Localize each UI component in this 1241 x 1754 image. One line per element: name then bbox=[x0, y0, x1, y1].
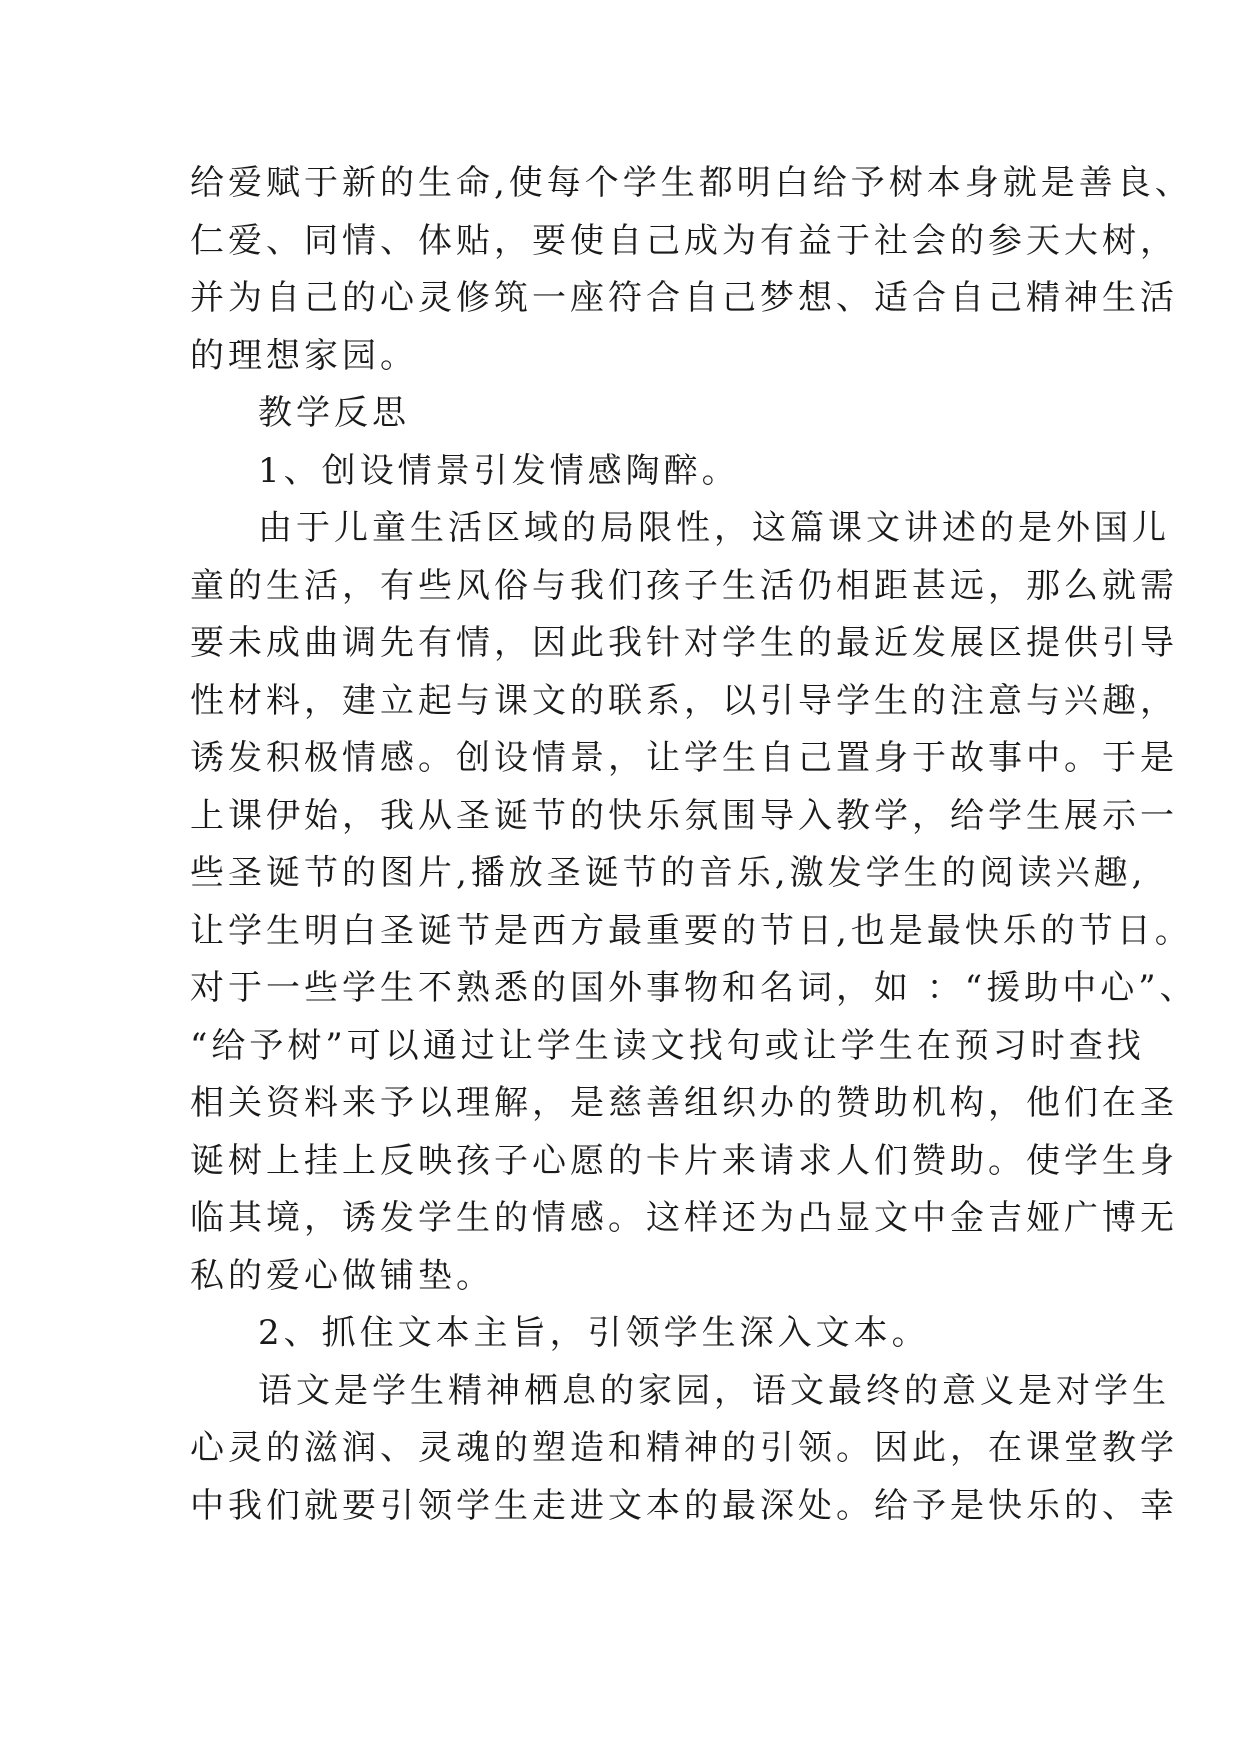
text-line: 私的爱心做铺垫。 bbox=[190, 1255, 494, 1296]
text-line: 语文是学生精神栖息的家园，语文最终的意义是对学生 bbox=[258, 1370, 1170, 1411]
text-line: 性材料，建立起与课文的联系，以引导学生的注意与兴趣， bbox=[190, 680, 1178, 721]
text-line: 些圣诞节的图片,播放圣诞节的音乐,激发学生的阅读兴趣, bbox=[190, 853, 1147, 893]
text-line: 的理想家园。 bbox=[190, 335, 418, 376]
text-line: 诱发积极情感。创设情景，让学生自己置身于故事中。于是 bbox=[190, 738, 1178, 778]
text-line: 让学生明白圣诞节是西方最重要的节日,也是最快乐的节日。 bbox=[190, 910, 1193, 951]
text-line: 上课伊始，我从圣诞节的快乐氛围导入教学，给学生展示一 bbox=[190, 795, 1178, 836]
text-line: 对于一些学生不熟悉的国外事物和名词，如 ：“援助中心”、 bbox=[190, 968, 1198, 1008]
text-line: 教学反思 bbox=[258, 393, 410, 433]
text-line: 由于儿童生活区域的局限性，这篇课文讲述的是外国儿 bbox=[258, 508, 1170, 548]
text-line: “给予树”可以通过让学生读文找句或让学生在预习时查找 bbox=[190, 1025, 1145, 1066]
text-line: 童的生活，有些风俗与我们孩子生活仍相距甚远，那么就需 bbox=[190, 565, 1178, 606]
text-line: 中我们就要引领学生走进文本的最深处。给予是快乐的、幸 bbox=[190, 1485, 1178, 1526]
text-line: 给爱赋于新的生命,使每个学生都明白给予树本身就是善良、 bbox=[190, 163, 1193, 203]
text-line: 心灵的滋润、灵魂的塑造和精神的引领。因此，在课堂教学 bbox=[190, 1428, 1178, 1468]
text-line: 相关资料来予以理解，是慈善组织办的赞助机构，他们在圣 bbox=[190, 1083, 1178, 1123]
text-line: 诞树上挂上反映孩子心愿的卡片来请求人们赞助。使学生身 bbox=[190, 1140, 1178, 1181]
text-line: 2、抓住文本主旨，引领学生深入文本。 bbox=[258, 1313, 930, 1353]
text-line: 1、创设情景引发情感陶醉。 bbox=[258, 450, 740, 491]
text-line: 并为自己的心灵修筑一座符合自己梦想、适合自己精神生活 bbox=[190, 278, 1178, 318]
text-line: 要未成曲调先有情，因此我针对学生的最近发展区提供引导 bbox=[190, 623, 1178, 663]
body-text bbox=[190, 155, 1198, 1535]
text-line: 临其境，诱发学生的情感。这样还为凸显文中金吉娅广博无 bbox=[190, 1198, 1178, 1238]
text-line: 仁爱、同情、体贴，要使自己成为有益于社会的参天大树， bbox=[190, 220, 1178, 261]
